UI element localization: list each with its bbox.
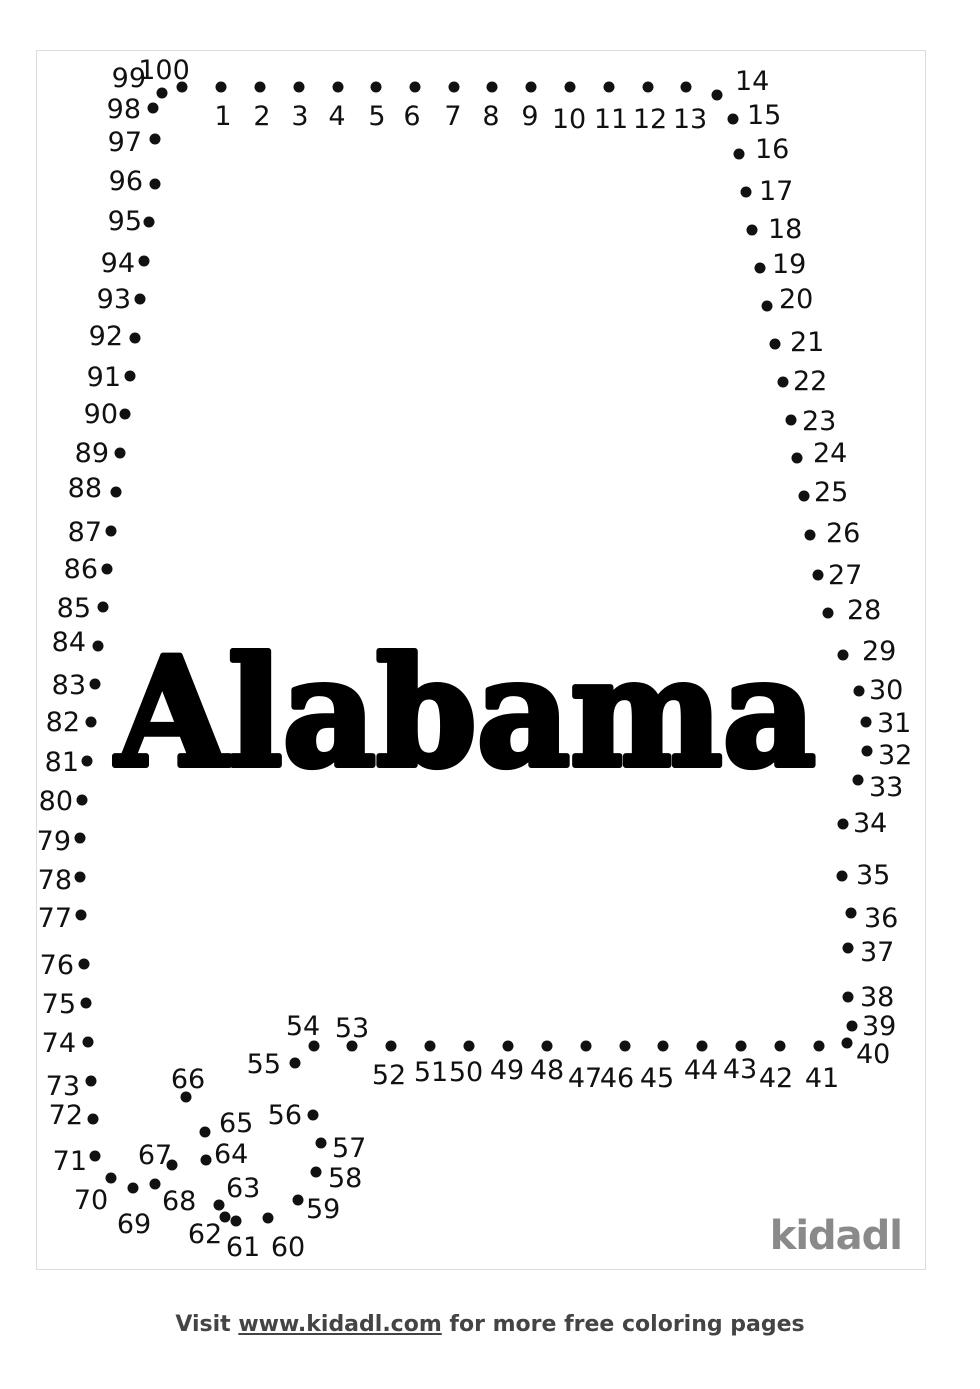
dot-55 bbox=[290, 1058, 301, 1069]
dot-98 bbox=[148, 103, 159, 114]
dot-label-60: 60 bbox=[270, 1232, 306, 1263]
dot-label-82: 82 bbox=[45, 707, 80, 738]
dot-16 bbox=[734, 149, 745, 160]
dot-58 bbox=[311, 1167, 322, 1178]
footer-prefix: Visit bbox=[175, 1312, 239, 1337]
dot-label-35: 35 bbox=[856, 860, 891, 891]
dot-label-4: 4 bbox=[328, 101, 346, 132]
dot-label-14: 14 bbox=[735, 66, 770, 97]
dot-label-62: 62 bbox=[187, 1219, 223, 1250]
dot-label-98: 98 bbox=[106, 94, 141, 125]
dot-label-33: 33 bbox=[869, 772, 904, 803]
dot-label-5: 5 bbox=[368, 101, 386, 132]
dot-label-100: 100 bbox=[138, 55, 190, 86]
dot-75 bbox=[81, 998, 92, 1009]
dot-76 bbox=[79, 959, 90, 970]
dot-6 bbox=[410, 82, 421, 93]
dot-label-24: 24 bbox=[813, 438, 848, 469]
dot-label-39: 39 bbox=[862, 1011, 897, 1042]
dot-78 bbox=[75, 872, 86, 883]
dot-label-83: 83 bbox=[51, 670, 86, 701]
dot-57 bbox=[316, 1138, 327, 1149]
dot-90 bbox=[120, 409, 131, 420]
dot-19 bbox=[755, 263, 766, 274]
dot-label-9: 9 bbox=[521, 101, 539, 132]
dot-label-96: 96 bbox=[108, 166, 143, 197]
dot-label-37: 37 bbox=[860, 937, 895, 968]
dot-label-92: 92 bbox=[88, 321, 123, 352]
dot-45 bbox=[658, 1041, 669, 1052]
dot-label-41: 41 bbox=[804, 1063, 840, 1094]
dot-82 bbox=[86, 717, 97, 728]
dot-label-75: 75 bbox=[41, 989, 76, 1020]
dot-label-26: 26 bbox=[826, 518, 861, 549]
dot-label-69: 69 bbox=[116, 1209, 152, 1240]
dot-label-58: 58 bbox=[328, 1163, 363, 1194]
dot-label-10: 10 bbox=[551, 104, 587, 135]
dot-label-80: 80 bbox=[38, 786, 73, 817]
dot-37 bbox=[843, 943, 854, 954]
dot-label-56: 56 bbox=[267, 1100, 302, 1131]
dot-87 bbox=[106, 526, 117, 537]
dot-23 bbox=[786, 415, 797, 426]
dot-47 bbox=[581, 1041, 592, 1052]
dot-77 bbox=[76, 910, 87, 921]
dot-label-94: 94 bbox=[100, 248, 135, 279]
dot-label-30: 30 bbox=[869, 675, 904, 706]
dot-44 bbox=[697, 1041, 708, 1052]
dot-88 bbox=[111, 487, 122, 498]
dot-label-34: 34 bbox=[853, 808, 888, 839]
dot-label-66: 66 bbox=[170, 1064, 206, 1095]
dot-label-6: 6 bbox=[403, 101, 421, 132]
dot-label-45: 45 bbox=[639, 1063, 675, 1094]
dot-32 bbox=[862, 746, 873, 757]
dot-83 bbox=[90, 679, 101, 690]
dot-17 bbox=[741, 187, 752, 198]
dot-label-43: 43 bbox=[722, 1054, 758, 1085]
dot-27 bbox=[813, 570, 824, 581]
dot-48 bbox=[542, 1041, 553, 1052]
dot-label-17: 17 bbox=[759, 176, 794, 207]
dot-41 bbox=[814, 1041, 825, 1052]
dot-97 bbox=[150, 134, 161, 145]
dot-28 bbox=[823, 608, 834, 619]
dot-label-46: 46 bbox=[599, 1063, 635, 1094]
dot-69 bbox=[128, 1183, 139, 1194]
dot-label-53: 53 bbox=[334, 1013, 370, 1044]
dot-label-48: 48 bbox=[529, 1055, 565, 1086]
dot-95 bbox=[144, 217, 155, 228]
dot-81 bbox=[82, 756, 93, 767]
dot-60 bbox=[263, 1213, 274, 1224]
dot-42 bbox=[775, 1041, 786, 1052]
dot-56 bbox=[308, 1110, 319, 1121]
dot-35 bbox=[837, 871, 848, 882]
footer bbox=[0, 1312, 980, 1337]
dot-label-29: 29 bbox=[862, 636, 897, 667]
dot-label-64: 64 bbox=[214, 1139, 249, 1170]
dot-34 bbox=[838, 819, 849, 830]
dot-label-12: 12 bbox=[632, 104, 668, 135]
dot-40 bbox=[842, 1038, 853, 1049]
dot-label-74: 74 bbox=[41, 1028, 76, 1059]
dot-label-25: 25 bbox=[814, 477, 849, 508]
dot-22 bbox=[778, 377, 789, 388]
dot-59 bbox=[293, 1195, 304, 1206]
dot-label-84: 84 bbox=[51, 627, 86, 658]
dot-label-3: 3 bbox=[291, 101, 309, 132]
dot-51 bbox=[425, 1041, 436, 1052]
dot-label-71: 71 bbox=[52, 1146, 87, 1177]
dot-91 bbox=[125, 371, 136, 382]
dot-65 bbox=[200, 1127, 211, 1138]
dot-label-79: 79 bbox=[36, 826, 71, 857]
dot-15 bbox=[728, 114, 739, 125]
dot-36 bbox=[846, 908, 857, 919]
dot-label-95: 95 bbox=[107, 206, 142, 237]
dot-70 bbox=[106, 1173, 117, 1184]
dot-label-11: 11 bbox=[593, 104, 629, 135]
dot-92 bbox=[130, 333, 141, 344]
dot-54 bbox=[309, 1041, 320, 1052]
dot-85 bbox=[98, 602, 109, 613]
dot-label-8: 8 bbox=[482, 101, 500, 132]
dot-label-52: 52 bbox=[371, 1060, 407, 1091]
dot-label-7: 7 bbox=[444, 101, 462, 132]
dot-61 bbox=[231, 1216, 242, 1227]
dot-label-85: 85 bbox=[56, 593, 91, 624]
dot-label-38: 38 bbox=[860, 982, 895, 1013]
dot-71 bbox=[90, 1151, 101, 1162]
dot-label-19: 19 bbox=[772, 249, 807, 280]
dot-72 bbox=[88, 1114, 99, 1125]
dot-11 bbox=[604, 82, 615, 93]
dot-68 bbox=[150, 1179, 161, 1190]
dot-73 bbox=[86, 1076, 97, 1087]
dot-7 bbox=[449, 82, 460, 93]
dot-label-67: 67 bbox=[137, 1140, 173, 1171]
dot-label-42: 42 bbox=[758, 1063, 794, 1094]
dot-label-40: 40 bbox=[856, 1039, 891, 1070]
dot-label-78: 78 bbox=[37, 865, 72, 896]
dot-label-73: 73 bbox=[45, 1071, 80, 1102]
dot-label-23: 23 bbox=[802, 406, 837, 437]
dot-46 bbox=[620, 1041, 631, 1052]
dot-label-77: 77 bbox=[37, 903, 72, 934]
dot-3 bbox=[294, 82, 305, 93]
dot-74 bbox=[83, 1037, 94, 1048]
dot-label-65: 65 bbox=[219, 1108, 254, 1139]
dot-63 bbox=[214, 1200, 225, 1211]
state-title: Alabama bbox=[114, 625, 816, 801]
dot-21 bbox=[770, 339, 781, 350]
dot-label-87: 87 bbox=[67, 517, 102, 548]
dot-label-57: 57 bbox=[332, 1133, 367, 1164]
dot-13 bbox=[681, 82, 692, 93]
dot-label-97: 97 bbox=[107, 127, 142, 158]
dot-label-44: 44 bbox=[683, 1055, 719, 1086]
dot-93 bbox=[135, 294, 146, 305]
dot-31 bbox=[861, 717, 872, 728]
dot-label-86: 86 bbox=[63, 554, 98, 585]
dot-label-21: 21 bbox=[790, 327, 825, 358]
dot-label-93: 93 bbox=[96, 284, 131, 315]
dot-20 bbox=[762, 301, 773, 312]
dot-label-13: 13 bbox=[672, 104, 708, 135]
dot-label-28: 28 bbox=[847, 595, 882, 626]
dot-label-51: 51 bbox=[413, 1057, 449, 1088]
dot-33 bbox=[853, 775, 864, 786]
dot-24 bbox=[792, 453, 803, 464]
dot-79 bbox=[75, 833, 86, 844]
dot-50 bbox=[464, 1041, 475, 1052]
dot-12 bbox=[643, 82, 654, 93]
dot-label-63: 63 bbox=[226, 1173, 261, 1204]
dot-label-59: 59 bbox=[306, 1194, 341, 1225]
dot-30 bbox=[854, 686, 865, 697]
dot-label-50: 50 bbox=[448, 1057, 484, 1088]
dot-label-81: 81 bbox=[44, 747, 79, 778]
dot-64 bbox=[201, 1155, 212, 1166]
dot-14 bbox=[712, 90, 723, 101]
dot-label-27: 27 bbox=[828, 560, 863, 591]
dot-label-49: 49 bbox=[489, 1055, 525, 1086]
dot-10 bbox=[565, 82, 576, 93]
dot-label-99: 99 bbox=[111, 63, 146, 94]
dot-26 bbox=[805, 530, 816, 541]
dot-label-32: 32 bbox=[878, 740, 913, 771]
dot-label-18: 18 bbox=[768, 214, 803, 245]
dot-label-54: 54 bbox=[285, 1011, 321, 1042]
dot-1 bbox=[216, 82, 227, 93]
dot-89 bbox=[115, 448, 126, 459]
dot-label-76: 76 bbox=[39, 950, 74, 981]
dot-label-90: 90 bbox=[83, 399, 118, 430]
footer-link[interactable]: www.kidadl.com bbox=[238, 1312, 442, 1337]
dot-label-36: 36 bbox=[864, 903, 899, 934]
dot-86 bbox=[102, 564, 113, 575]
dot-94 bbox=[139, 256, 150, 267]
dot-96 bbox=[150, 179, 161, 190]
dot-49 bbox=[503, 1041, 514, 1052]
dot-84 bbox=[93, 641, 104, 652]
dot-29 bbox=[838, 650, 849, 661]
dot-9 bbox=[526, 82, 537, 93]
dot-label-55: 55 bbox=[246, 1049, 281, 1080]
dot-label-88: 88 bbox=[67, 473, 102, 504]
dot-label-20: 20 bbox=[779, 284, 814, 315]
dot-2 bbox=[255, 82, 266, 93]
dot-99 bbox=[157, 88, 168, 99]
dot-5 bbox=[371, 82, 382, 93]
kidadl-logo: kidadl bbox=[769, 1213, 902, 1259]
dot-18 bbox=[747, 225, 758, 236]
dot-label-91: 91 bbox=[86, 362, 121, 393]
dot-label-72: 72 bbox=[48, 1100, 83, 1131]
dot-39 bbox=[847, 1021, 858, 1032]
dot-52 bbox=[386, 1041, 397, 1052]
dot-label-22: 22 bbox=[793, 366, 828, 397]
dot-8 bbox=[487, 82, 498, 93]
dot-label-31: 31 bbox=[877, 708, 912, 739]
dot-label-16: 16 bbox=[755, 134, 790, 165]
dot-label-61: 61 bbox=[225, 1232, 261, 1263]
dot-43 bbox=[736, 1041, 747, 1052]
dot-label-47: 47 bbox=[567, 1063, 603, 1094]
dot-label-2: 2 bbox=[253, 101, 271, 132]
dot-38 bbox=[843, 992, 854, 1003]
dot-4 bbox=[333, 82, 344, 93]
dot-label-70: 70 bbox=[73, 1185, 109, 1216]
dot-label-89: 89 bbox=[74, 438, 109, 469]
dot-80 bbox=[77, 795, 88, 806]
dot-label-1: 1 bbox=[214, 101, 232, 132]
footer-suffix: for more free coloring pages bbox=[441, 1312, 805, 1337]
dot-label-68: 68 bbox=[162, 1186, 197, 1217]
dot-25 bbox=[799, 491, 810, 502]
dot-label-15: 15 bbox=[747, 100, 782, 131]
